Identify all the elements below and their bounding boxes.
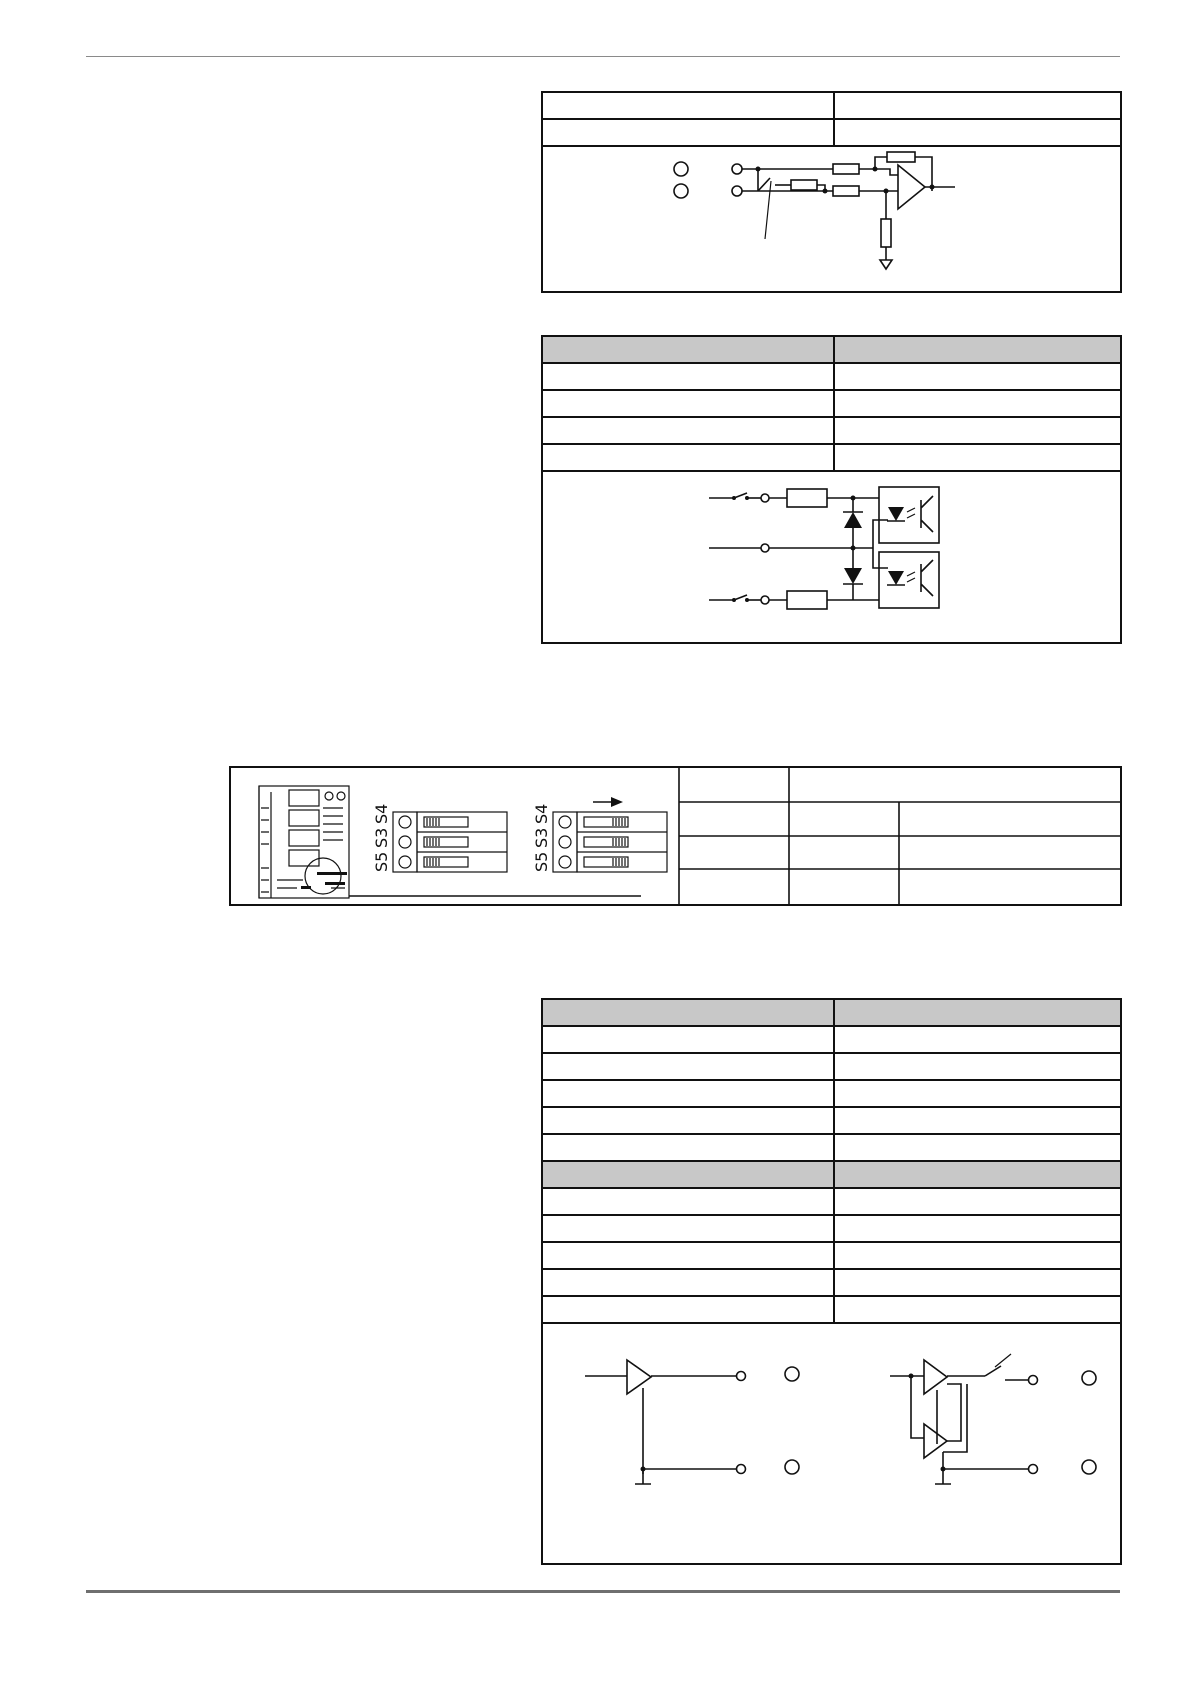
output-circuit-right (890, 1354, 1096, 1484)
analog-input-circuit-diagram (543, 147, 1120, 291)
footer-rule (86, 1590, 1120, 1593)
table-row (543, 391, 1120, 418)
output-table (541, 998, 1122, 1565)
table-row (543, 93, 1120, 120)
table-row (543, 1108, 1120, 1135)
header-rule (86, 56, 1120, 57)
dip-switch-diagram (231, 768, 1120, 904)
output-circuit-diagram (543, 1324, 1120, 1563)
switch-label-left-s5: S5 (372, 851, 391, 872)
table-row (543, 364, 1120, 391)
switch-label-right-s4: S4 (532, 803, 551, 824)
table-row (543, 1135, 1120, 1162)
switch-label-right-s3: S3 (532, 827, 551, 848)
analog-input-table (541, 91, 1122, 293)
table-row (543, 1054, 1120, 1081)
table-row (543, 1216, 1120, 1243)
table-row (543, 445, 1120, 472)
switch-label-left-s3: S3 (372, 827, 391, 848)
table-row (543, 1027, 1120, 1054)
table-row (543, 1297, 1120, 1324)
table-row (543, 418, 1120, 445)
dip-switch-panel (229, 766, 1122, 906)
arrow-right-icon (593, 797, 623, 807)
switch-block-right (553, 812, 667, 872)
table-row (543, 1270, 1120, 1297)
switch-label-right-s5: S5 (532, 851, 551, 872)
output-circuit-left (585, 1360, 799, 1484)
switch-label-left-s4: S4 (372, 803, 391, 824)
table-row (543, 120, 1120, 147)
table-row (543, 1189, 1120, 1216)
table-header-row (543, 1000, 1120, 1027)
digital-input-table (541, 335, 1122, 644)
table-row (543, 1243, 1120, 1270)
table-row (543, 1081, 1120, 1108)
switch-block-left (393, 812, 507, 872)
digital-input-circuit-diagram (543, 472, 1120, 642)
table-header-row (543, 1162, 1120, 1189)
table-header-row (543, 337, 1120, 364)
